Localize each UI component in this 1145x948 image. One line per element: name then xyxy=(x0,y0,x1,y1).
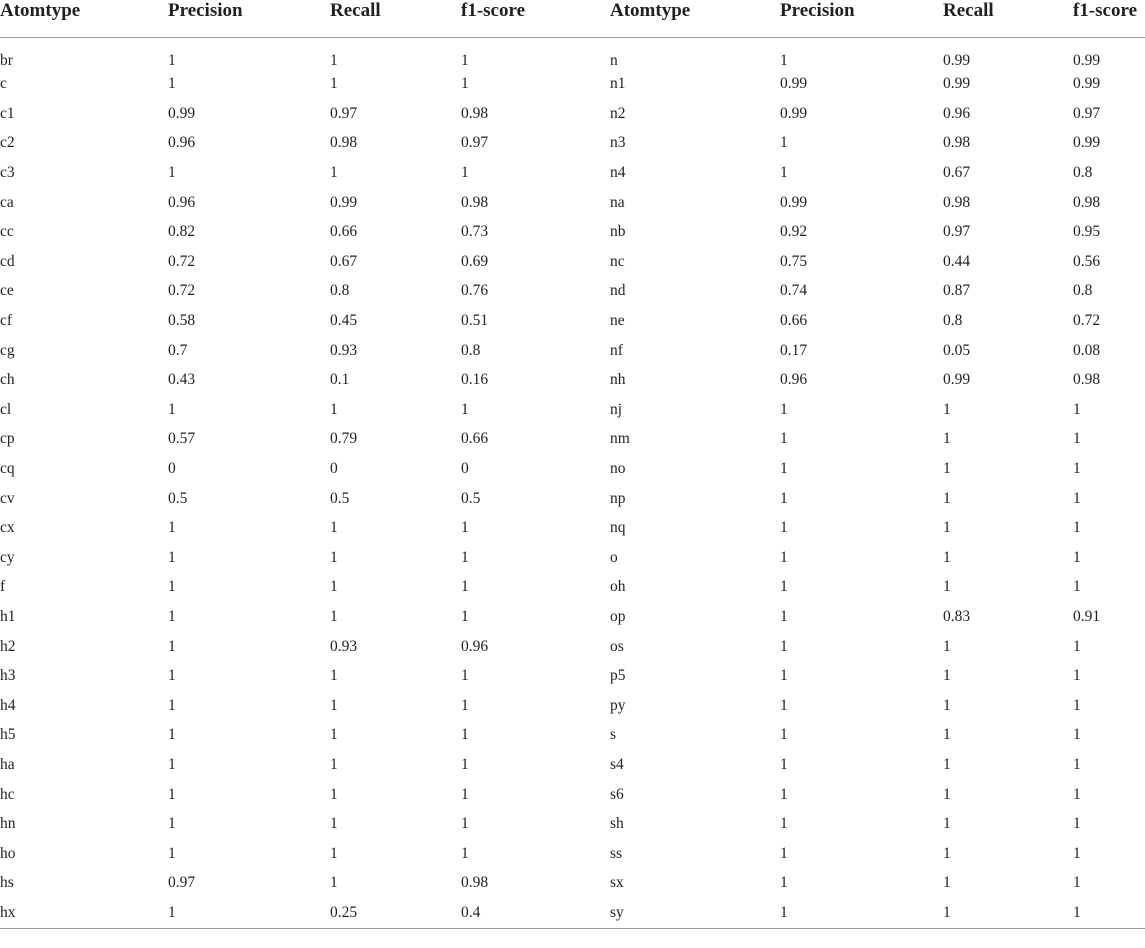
cell-recall-right: 0.97 xyxy=(943,223,971,241)
cell-recall-left: 1 xyxy=(330,667,338,685)
cell-precision-right: 1 xyxy=(780,667,788,685)
cell-f1-score-right: 0.98 xyxy=(1073,193,1101,211)
cell-atomtype-right: nd xyxy=(610,282,626,300)
cell-atomtype-right: sx xyxy=(610,874,624,892)
cell-atomtype-right: op xyxy=(610,607,626,625)
cell-precision-left: 1 xyxy=(168,548,176,566)
cell-f1-score-left: 0.96 xyxy=(461,637,489,655)
cell-recall-right: 1 xyxy=(943,874,951,892)
cell-recall-right: 1 xyxy=(943,785,951,803)
cell-recall-right: 0.98 xyxy=(943,134,971,152)
header-f1-score-right: f1-score xyxy=(1073,0,1145,37)
cell-precision-right: 0.66 xyxy=(780,312,808,330)
cell-precision-left: 0.57 xyxy=(168,430,196,448)
cell-precision-left: 0.82 xyxy=(168,223,196,241)
table-row xyxy=(0,188,1145,218)
table-row xyxy=(0,602,1145,632)
cell-precision-left: 1 xyxy=(168,637,176,655)
table-row xyxy=(0,691,1145,721)
cell-f1-score-right: 1 xyxy=(1073,755,1081,773)
cell-f1-score-right: 1 xyxy=(1073,548,1081,566)
cell-f1-score-left: 1 xyxy=(461,400,469,418)
cell-f1-score-left: 0.98 xyxy=(461,104,489,122)
cell-atomtype-left: h3 xyxy=(0,667,16,685)
cell-f1-score-right: 1 xyxy=(1073,430,1081,448)
cell-recall-left: 1 xyxy=(330,51,338,69)
cell-f1-score-left: 1 xyxy=(461,785,469,803)
cell-atomtype-left: ca xyxy=(0,193,14,211)
cell-recall-right: 1 xyxy=(943,637,951,655)
cell-recall-right: 0.05 xyxy=(943,341,971,359)
cell-atomtype-left: cf xyxy=(0,312,13,330)
table-row xyxy=(0,632,1145,662)
cell-atomtype-right: sy xyxy=(610,898,780,929)
cell-recall-right: 1 xyxy=(943,844,951,862)
table-row xyxy=(0,869,1145,899)
header-precision-right: Precision xyxy=(780,0,943,37)
cell-atomtype-right: s xyxy=(610,726,617,744)
cell-precision-right: 1 xyxy=(780,134,788,152)
cell-atomtype-left: h1 xyxy=(0,607,16,625)
cell-f1-score-left: 0.51 xyxy=(461,312,489,330)
cell-precision-left: 0.58 xyxy=(168,312,196,330)
cell-atomtype-right: n4 xyxy=(610,164,626,182)
header-precision-left: Precision xyxy=(168,0,330,37)
cell-recall-right: 1 xyxy=(943,696,951,714)
cell-atomtype-left: h5 xyxy=(0,726,16,744)
cell-f1-score-left: 1 xyxy=(461,607,469,625)
cell-f1-score-left: 0.73 xyxy=(461,223,489,241)
cell-precision-left: 1 xyxy=(168,578,176,596)
cell-atomtype-left: c2 xyxy=(0,134,15,152)
cell-atomtype-left: c3 xyxy=(0,164,15,182)
cell-recall-right: 1 xyxy=(943,578,951,596)
cell-recall-left: 1 xyxy=(330,696,338,714)
cell-atomtype-right: n2 xyxy=(610,104,626,122)
cell-f1-score-left: 0.8 xyxy=(461,341,481,359)
header-atomtype-right: Atomtype xyxy=(610,0,780,37)
cell-recall-left: 1 xyxy=(330,607,338,625)
cell-atomtype-right: no xyxy=(610,460,626,478)
cell-f1-score-left: 1 xyxy=(461,667,469,685)
cell-atomtype-right: nh xyxy=(610,371,626,389)
cell-f1-score-left: 1 xyxy=(461,578,469,596)
cell-precision-right: 1 xyxy=(780,460,788,478)
cell-recall-left: 0.97 xyxy=(330,104,358,122)
cell-atomtype-left: f xyxy=(0,578,6,596)
cell-atomtype-left: cp xyxy=(0,430,15,448)
cell-recall-right: 0.87 xyxy=(943,282,971,300)
cell-precision-right: 0.99 xyxy=(780,104,808,122)
cell-f1-score-right: 0.95 xyxy=(1073,223,1101,241)
cell-recall-right: 0.99 xyxy=(943,371,971,389)
cell-f1-score-right: 1 xyxy=(1073,874,1081,892)
cell-precision-left: 0.96 xyxy=(168,193,196,211)
cell-recall-left: 0.1 xyxy=(330,371,350,389)
cell-recall-right: 0.99 xyxy=(943,51,971,69)
table-row xyxy=(0,780,1145,810)
cell-f1-score-right: 0.72 xyxy=(1073,312,1101,330)
cell-precision-right: 1 xyxy=(780,696,788,714)
cell-recall-right: 1 xyxy=(943,548,951,566)
table-row xyxy=(0,425,1145,455)
cell-f1-score-right: 0.08 xyxy=(1073,341,1101,359)
cell-precision-left: 0.72 xyxy=(168,282,196,300)
cell-recall-left: 0.99 xyxy=(330,193,358,211)
cell-recall-left: 1 xyxy=(330,874,338,892)
cell-recall-right: 1 xyxy=(943,667,951,685)
cell-recall-left: 0.79 xyxy=(330,430,358,448)
cell-recall-left: 0.66 xyxy=(330,223,358,241)
cell-precision-right: 0.99 xyxy=(780,193,808,211)
cell-precision-left: 1 xyxy=(168,400,176,418)
cell-recall-left: 1 xyxy=(330,548,338,566)
cell-f1-score-right: 0.99 xyxy=(1073,134,1101,152)
cell-atomtype-right: nq xyxy=(610,519,626,537)
table-row xyxy=(0,70,1145,100)
cell-atomtype-left: cq xyxy=(0,460,15,478)
cell-atomtype-left: h2 xyxy=(0,637,16,655)
cell-atomtype-left: ch xyxy=(0,371,15,389)
cell-recall-right: 1 xyxy=(943,489,951,507)
header-row xyxy=(0,0,1145,37)
cell-atomtype-right: nf xyxy=(610,341,623,359)
cell-f1-score-right: 1 xyxy=(1073,489,1081,507)
cell-recall-left: 1 xyxy=(330,578,338,596)
header-f1-score-left: f1-score xyxy=(461,0,610,37)
cell-f1-score-right: 0.8 xyxy=(1073,164,1093,182)
cell-precision-left: 1 xyxy=(168,75,176,93)
cell-atomtype-left: ce xyxy=(0,282,14,300)
cell-recall-left: 0.67 xyxy=(330,252,358,270)
cell-precision-left: 0.97 xyxy=(168,874,196,892)
cell-recall-left: 0.8 xyxy=(330,282,350,300)
cell-atomtype-right: ss xyxy=(610,844,623,862)
cell-precision-left: 0 xyxy=(168,460,176,478)
table-row xyxy=(0,277,1145,307)
cell-recall-left: 0.45 xyxy=(330,312,358,330)
cell-precision-right: 0.17 xyxy=(780,341,808,359)
cell-recall-right: 0.83 xyxy=(943,607,971,625)
cell-atomtype-left: cg xyxy=(0,341,15,359)
cell-precision-right: 0.75 xyxy=(780,252,808,270)
cell-f1-score-left: 1 xyxy=(461,519,469,537)
cell-recall-left: 1 xyxy=(330,400,338,418)
table-row xyxy=(0,513,1145,543)
cell-precision-left: 0.96 xyxy=(168,134,196,152)
cell-precision-left: 1 xyxy=(168,785,176,803)
cell-atomtype-right: os xyxy=(610,637,624,655)
cell-precision-right: 0.92 xyxy=(780,223,808,241)
table-body xyxy=(0,37,1145,929)
cell-atomtype-left: c1 xyxy=(0,104,15,122)
cell-recall-right: 1 xyxy=(943,430,951,448)
cell-atomtype-left: ha xyxy=(0,755,15,773)
cell-precision-right: 0.74 xyxy=(780,282,808,300)
cell-f1-score-right: 0.98 xyxy=(1073,371,1101,389)
header-atomtype-left: Atomtype xyxy=(0,0,168,37)
table-row xyxy=(0,37,1145,70)
cell-atomtype-left: cy xyxy=(0,548,15,566)
cell-atomtype-left: cv xyxy=(0,489,15,507)
cell-recall-left: 1 xyxy=(330,75,338,93)
cell-precision-left: 1 xyxy=(168,844,176,862)
cell-recall-right: 1 xyxy=(943,815,951,833)
table-row xyxy=(0,306,1145,336)
cell-recall-right: 1 xyxy=(943,755,951,773)
table-row xyxy=(0,217,1145,247)
cell-precision-left: 1 xyxy=(168,755,176,773)
table-row xyxy=(0,484,1145,514)
table-row xyxy=(0,247,1145,277)
cell-atomtype-right: oh xyxy=(610,578,626,596)
cell-precision-right: 1 xyxy=(780,578,788,596)
cell-atomtype-right: nj xyxy=(610,400,623,418)
cell-recall-left: 0.25 xyxy=(330,898,461,929)
cell-precision-right: 0.99 xyxy=(780,75,808,93)
cell-f1-score-left: 0.4 xyxy=(461,898,610,929)
cell-recall-right: 0.96 xyxy=(943,104,971,122)
cell-precision-left: 1 xyxy=(168,815,176,833)
cell-f1-score-right: 0.91 xyxy=(1073,607,1101,625)
cell-atomtype-right: n xyxy=(610,51,618,69)
cell-recall-left: 1 xyxy=(330,164,338,182)
cell-recall-left: 1 xyxy=(330,519,338,537)
cell-f1-score-right: 1 xyxy=(1073,898,1145,929)
cell-precision-right: 1 xyxy=(780,637,788,655)
cell-atomtype-right: s4 xyxy=(610,755,624,773)
cell-recall-left: 0.98 xyxy=(330,134,358,152)
cell-precision-right: 1 xyxy=(780,164,788,182)
table-row xyxy=(0,99,1145,129)
cell-f1-score-left: 0.16 xyxy=(461,371,489,389)
cell-f1-score-left: 0 xyxy=(461,460,469,478)
cell-atomtype-right: nm xyxy=(610,430,630,448)
cell-f1-score-left: 1 xyxy=(461,164,469,182)
cell-f1-score-left: 1 xyxy=(461,696,469,714)
cell-recall-left: 1 xyxy=(330,785,338,803)
table-row xyxy=(0,809,1145,839)
cell-atomtype-left: h4 xyxy=(0,696,16,714)
table-row xyxy=(0,365,1145,395)
table-row xyxy=(0,573,1145,603)
cell-f1-score-right: 1 xyxy=(1073,637,1081,655)
cell-f1-score-right: 0.99 xyxy=(1073,51,1101,69)
cell-atomtype-right: py xyxy=(610,696,626,714)
cell-atomtype-left: cl xyxy=(0,400,12,418)
cell-recall-right: 1 xyxy=(943,519,951,537)
table-row xyxy=(0,158,1145,188)
cell-precision-left: 1 xyxy=(168,667,176,685)
cell-f1-score-right: 1 xyxy=(1073,726,1081,744)
cell-recall-right: 0.67 xyxy=(943,164,971,182)
table-row xyxy=(0,750,1145,780)
cell-precision-right: 1 xyxy=(780,874,788,892)
header-recall-right: Recall xyxy=(943,0,1073,37)
cell-atomtype-right: s6 xyxy=(610,785,624,803)
cell-f1-score-right: 1 xyxy=(1073,578,1081,596)
cell-atomtype-right: p5 xyxy=(610,667,626,685)
cell-f1-score-left: 0.98 xyxy=(461,193,489,211)
cell-recall-right: 0.8 xyxy=(943,312,963,330)
cell-precision-left: 1 xyxy=(168,519,176,537)
cell-precision-right: 1 xyxy=(780,548,788,566)
cell-atomtype-left: ho xyxy=(0,844,16,862)
cell-atomtype-right: ne xyxy=(610,312,625,330)
cell-atomtype-left: br xyxy=(0,51,13,69)
table-row xyxy=(0,336,1145,366)
table-row xyxy=(0,543,1145,573)
cell-precision-right: 1 xyxy=(780,489,788,507)
cell-precision-right: 1 xyxy=(780,430,788,448)
cell-recall-right: 1 xyxy=(943,400,951,418)
cell-precision-left: 1 xyxy=(168,898,330,929)
cell-atomtype-right: nc xyxy=(610,252,625,270)
cell-atomtype-right: n1 xyxy=(610,75,626,93)
cell-atomtype-left: c xyxy=(0,75,7,93)
cell-recall-left: 1 xyxy=(330,815,338,833)
table-row xyxy=(0,454,1145,484)
cell-f1-score-right: 1 xyxy=(1073,519,1081,537)
cell-f1-score-left: 0.69 xyxy=(461,252,489,270)
cell-atomtype-left: hx xyxy=(0,898,168,929)
cell-precision-right: 1 xyxy=(780,607,788,625)
cell-f1-score-right: 1 xyxy=(1073,696,1081,714)
cell-precision-left: 1 xyxy=(168,607,176,625)
cell-f1-score-left: 0.98 xyxy=(461,874,489,892)
cell-f1-score-right: 0.8 xyxy=(1073,282,1093,300)
cell-atomtype-left: cc xyxy=(0,223,14,241)
cell-recall-left: 0.93 xyxy=(330,637,358,655)
cell-f1-score-right: 0.97 xyxy=(1073,104,1101,122)
cell-precision-right: 1 xyxy=(780,400,788,418)
cell-recall-left: 1 xyxy=(330,726,338,744)
cell-atomtype-left: cd xyxy=(0,252,15,270)
cell-recall-left: 1 xyxy=(330,844,338,862)
cell-precision-right: 0.96 xyxy=(780,371,808,389)
cell-atomtype-left: hs xyxy=(0,874,14,892)
cell-recall-right: 0.99 xyxy=(943,75,971,93)
table-row xyxy=(0,839,1145,869)
table-row xyxy=(0,661,1145,691)
cell-f1-score-right: 1 xyxy=(1073,460,1081,478)
cell-f1-score-right: 0.99 xyxy=(1073,75,1101,93)
cell-atomtype-right: sh xyxy=(610,815,624,833)
cell-f1-score-left: 1 xyxy=(461,75,469,93)
cell-precision-left: 1 xyxy=(168,726,176,744)
cell-f1-score-left: 0.66 xyxy=(461,430,489,448)
cell-precision-right: 1 xyxy=(780,519,788,537)
cell-f1-score-left: 1 xyxy=(461,815,469,833)
cell-precision-left: 1 xyxy=(168,164,176,182)
header-recall-left: Recall xyxy=(330,0,461,37)
cell-recall-left: 1 xyxy=(330,755,338,773)
cell-recall-right: 0.44 xyxy=(943,252,971,270)
cell-f1-score-right: 1 xyxy=(1073,400,1081,418)
cell-precision-right: 1 xyxy=(780,898,943,929)
cell-precision-right: 1 xyxy=(780,755,788,773)
cell-atomtype-right: np xyxy=(610,489,626,507)
cell-precision-right: 1 xyxy=(780,785,788,803)
cell-f1-score-left: 1 xyxy=(461,755,469,773)
cell-precision-right: 1 xyxy=(780,726,788,744)
cell-f1-score-left: 1 xyxy=(461,51,469,69)
cell-f1-score-left: 0.76 xyxy=(461,282,489,300)
cell-recall-right: 1 xyxy=(943,898,1073,929)
cell-precision-left: 0.5 xyxy=(168,489,188,507)
cell-precision-left: 0.7 xyxy=(168,341,188,359)
cell-f1-score-left: 0.97 xyxy=(461,134,489,152)
cell-atomtype-right: n3 xyxy=(610,134,626,152)
cell-atomtype-left: cx xyxy=(0,519,15,537)
cell-atomtype-left: hc xyxy=(0,785,15,803)
cell-precision-left: 1 xyxy=(168,696,176,714)
cell-recall-left: 0.5 xyxy=(330,489,350,507)
cell-f1-score-right: 1 xyxy=(1073,815,1081,833)
cell-precision-right: 1 xyxy=(780,844,788,862)
cell-precision-left: 0.43 xyxy=(168,371,196,389)
cell-recall-right: 0.98 xyxy=(943,193,971,211)
cell-f1-score-right: 1 xyxy=(1073,667,1081,685)
cell-f1-score-left: 1 xyxy=(461,548,469,566)
table-row xyxy=(0,395,1145,425)
cell-precision-right: 1 xyxy=(780,815,788,833)
cell-precision-right: 1 xyxy=(780,51,788,69)
table-row xyxy=(0,129,1145,159)
cell-atomtype-right: nb xyxy=(610,223,626,241)
cell-f1-score-left: 0.5 xyxy=(461,489,481,507)
cell-atomtype-right: na xyxy=(610,193,625,211)
cell-f1-score-right: 0.56 xyxy=(1073,252,1101,270)
cell-recall-right: 1 xyxy=(943,460,951,478)
cell-precision-left: 0.72 xyxy=(168,252,196,270)
cell-precision-left: 0.99 xyxy=(168,104,196,122)
table-row xyxy=(0,721,1145,751)
cell-f1-score-right: 1 xyxy=(1073,785,1081,803)
cell-atomtype-right: o xyxy=(610,548,618,566)
cell-recall-right: 1 xyxy=(943,726,951,744)
cell-atomtype-left: hn xyxy=(0,815,16,833)
cell-f1-score-left: 1 xyxy=(461,726,469,744)
cell-recall-left: 0.93 xyxy=(330,341,358,359)
cell-recall-left: 0 xyxy=(330,460,338,478)
cell-precision-left: 1 xyxy=(168,51,176,69)
table-row xyxy=(0,898,1145,929)
cell-f1-score-left: 1 xyxy=(461,844,469,862)
cell-f1-score-right: 1 xyxy=(1073,844,1081,862)
